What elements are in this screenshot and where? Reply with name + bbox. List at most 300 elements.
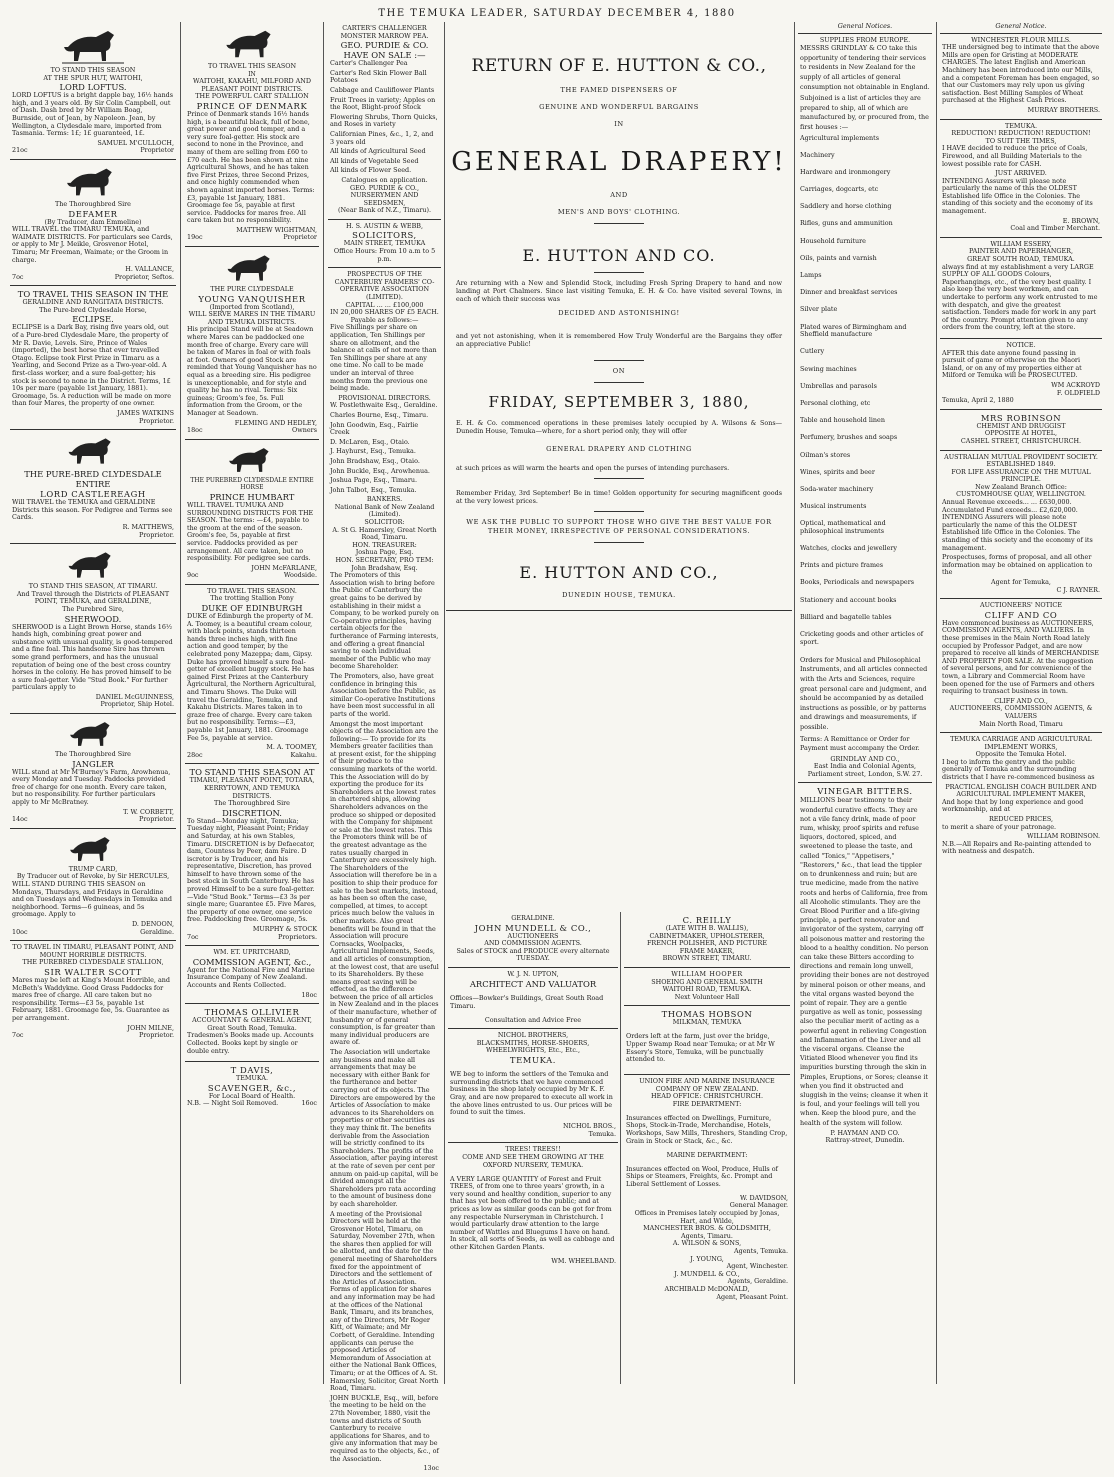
list-item: Machinery: [800, 150, 835, 159]
ad-name: CLIFF AND CO: [984, 609, 1058, 620]
column-5: [798, 22, 932, 1384]
ad-reduction: [940, 120, 1102, 238]
ad-code: 10oc: [12, 927, 28, 936]
ad-signature: T. W. CORBETT,: [123, 807, 174, 816]
ad-amp-society: [940, 451, 1102, 600]
ad-signature: M. A. TOOMEY,: [266, 743, 317, 752]
ad-body: N.B. — Night Soil Removed.: [187, 1099, 279, 1108]
ad-signature: W. DAVIDSON,: [739, 1193, 788, 1202]
ad-body: Sales of STOCK and PRODUCE every alternate TUESDAY.: [456, 946, 610, 963]
list-item: Lamps: [800, 271, 822, 280]
page-columns: [10, 22, 1104, 1473]
ad-body: Amongst the most important objects of the Association are the following:— To provide for its Members greater facilities than at present exist, for the shipping of their produce to the consuming markets of the world. This the Association will do by exporting the produce for its Shareholders at the lowest rates in chartered ships, allowing Shareholders advances on the produce so shipped or deposited with the Company for shipment or sale at the lowest rates. This the Promoters think will be of the greatest advantage as the rates usually charged in Canterbury are excessively high. The Shareholders of the Association will therefore be in a position to ship their produce for sale to the best markets, instead, as has been so often the case, compelled, at times, to accept prices much below the values in other markets. Also great benefits will be found in that the Association will procure Cornsacks, Woolpacks, Agricultural Implements, Seeds, and all articles of consumption, at the lowest cost, that are useful to its Shareholders. By these means great saving will be effected, as the difference between the price of all articles in New Zealand and in the places of their manufacture, whether of husbandry or of general consumption, is far greater than many individual producers are aware of.: [330, 719, 439, 1047]
ad-heading: The trotting Stallion Pony: [210, 594, 294, 603]
ad-body: Prince of Denmark stands 16½ hands high, is a beautiful black, full of bone, great power and good temper, and a very sure foal-getter. His stock are second to none in the Province, and many of them are selling from £60 to £70 each. He has been shown at nine Agricultural Shows, and he has taken five First Prizes, three Second Prizes, and once highly commended when shown against imported horses. Terms: £3, payable 1st January, 1881. Groomage fee 5s, payable at first service. Paddocks for mares free. All care taken but no responsibility.: [187, 109, 315, 225]
horse-illustration-icon: [58, 27, 128, 65]
ad-heading: The Pure-bred Clydesdale Horse,: [39, 305, 147, 314]
horse-illustration-icon: [65, 834, 121, 864]
ad-body: Have commenced business as AUCTIONEERS, COMMISSION AGENTS, AND VALUERS. In these premises in the Main North Road lately occupied by Professor Padget, and are now prepared to receive all kinds of MERCHANDISE AND PROPERTY FOR SALE. At the suggestion of several persons, and for convenience of the town, a Library and Commercial Room have been opened for the use of Farmers and others requiring to transact business in town.: [942, 618, 1099, 696]
ad-body: WILL STAND DURING THIS SEASON on Mondays, Thursdays, and Fridays in Geraldine and on Tuesdays and Wednesdays in Temuka and neighborhood. Terms—6 guineas, and 5s groomage. Apply to: [12, 880, 172, 919]
list-item: Stationery and account books: [800, 595, 897, 604]
hutton-general-drapery: GENERAL DRAPERY!: [451, 147, 787, 177]
ad-town: TEMUKA.: [509, 1054, 557, 1065]
ad-subheading: New Zealand Branch Office:: [975, 482, 1067, 491]
ad-name: T DAVIS,: [230, 1065, 274, 1076]
list-item: Californian Pines, &c., 1, 2, and 3 years old: [330, 129, 434, 146]
ad-role: Proprietor.: [139, 530, 174, 539]
column-rule: [620, 912, 621, 1384]
divider: [594, 223, 644, 224]
hutton-company-name: E. HUTTON AND CO.,: [519, 563, 719, 582]
ad-mundell: [448, 912, 618, 968]
ad-sherwood: [10, 544, 176, 714]
ad-duke-of-edinburgh: [185, 585, 319, 764]
hutton-paragraph: E. H. & Co. commenced operations in these premises lately occupied by A. Wilsons & Sons—Dunedin House, Temuka—where, for a short period only, they will offer: [456, 419, 782, 435]
ad-heading: The Thoroughbred Sire: [55, 750, 131, 759]
ad-name: NICHOL BROTHERS,: [497, 1031, 569, 1040]
ad-subheading: MARINE DEPARTMENT:: [666, 1150, 748, 1159]
ad-body: Subjoined is a list of articles they are prepared to ship, all of which are manufactured by, or procured from, the first houses :—: [800, 94, 929, 131]
ad-body: And hope that by long experience and good workmanship, and at: [942, 797, 1084, 814]
ad-grindlay: [798, 34, 932, 784]
ad-winchester-mills: [940, 34, 1102, 120]
horse-illustration-icon: [61, 165, 125, 199]
ad-heading: (Imported from Scotland),: [209, 302, 295, 311]
ad-heading: The Purebred Sire,: [62, 604, 124, 613]
list-item: Wines, spirits and beer: [800, 467, 875, 476]
directors-list: [330, 402, 439, 494]
ad-prince-of-denmark: [185, 22, 319, 247]
hutton-advertisement: [446, 22, 792, 1384]
ad-trees: [448, 1143, 618, 1269]
hutton-paragraph: Remember Friday, 3rd September! Be in time! Golden opportunity for securing magnificent goods at the very lowest prices.: [456, 489, 782, 505]
ad-heading: SUPPLIES FROM EUROPE.: [819, 35, 911, 44]
ad-heading: TREES! TREES!!: [505, 1145, 561, 1154]
ad-address: (Near Bank of N.Z., Timaru).: [337, 206, 432, 215]
ad-heading: THE POWERFUL CART STALLION: [195, 92, 309, 101]
ad-heading: NOTICE.: [1006, 340, 1036, 349]
ad-heading: REDUCTION! REDUCTION! REDUCTION!: [951, 129, 1091, 138]
grindlay-item-list: [800, 135, 930, 647]
ad-name: THOMAS HOBSON: [661, 1009, 753, 1020]
ad-code: 14oc: [12, 815, 28, 824]
ad-role: Owners: [292, 426, 317, 435]
column-rule: [794, 22, 795, 1384]
ad-body: His principal Stand will be at Seadown where Mares can be paddocked one month free of charge. Every care will be taken of Mares in foal or with foals at foot. Owners of good Stock are reminded that Young Vanquisher has no equal as a breeding sire. His pedigree is unexceptionable, and for style and quality he has no rival. Terms: Six guineas; Groom's fee, 5s. Full information from the Groom, or the Manager at Seadown.: [187, 325, 317, 417]
ad-purdie: [328, 22, 441, 220]
list-item: Books, Periodicals and newspapers: [800, 578, 915, 587]
ad-signature: JOHN MILNE,: [127, 1023, 174, 1032]
purdie-item-list: [330, 60, 439, 175]
list-item: Cutlery: [800, 347, 825, 356]
ad-address: Rattray-street, Dunedin.: [825, 1136, 905, 1145]
ad-heading: BLACKSMITHS, HORSE-SHOERS, WHEELWRIGHTS, Etc., Etc.,: [476, 1038, 590, 1055]
ad-austin-webb: [328, 220, 441, 268]
ad-name: C. REILLY: [682, 915, 732, 925]
ad-figure: Annual Revenue exceeds... ... £630,000.: [942, 498, 1072, 507]
ad-subheading: For Local Board of Health.: [208, 1091, 296, 1100]
list-item: Joshua Page, Esq., Timaru.: [330, 476, 418, 485]
ad-body: ECLIPSE is a Dark Bay, rising five years old, out of a Pure-bred Clydesdale Mare, the property of Mr R. Davie, Levels. Sire, Prince of Wales (imported), the best horse that ever travelled Otago. Eclipse took First Prize in Timaru as a Yearling, and Second Prize as a Two-year-old. A first-class worker, and a sure foal-getter; his stock is second to none in the District. Terms, 1£ 10s per mare (payable 1st January, 1881). Groomage, 5s. A reduction will be made on more than four Mares, the property of one owner.: [12, 323, 171, 408]
ad-heading: FRENCH POLISHER, AND PICTURE: [647, 939, 767, 948]
ad-heading: THE PUREBRED CLYDESDALE STALLION,: [22, 958, 164, 967]
ad-role: Proprietor.: [139, 815, 174, 824]
hutton-title: RETURN OF E. HUTTON & CO.,: [471, 56, 767, 76]
horse-name: TRUMP CARD,: [68, 864, 118, 873]
ad-subheading: JUST ARRIVED.: [995, 169, 1047, 178]
ad-heading: PROSPECTUS OF THE CANTERBURY FARMERS' CO-OPERATIVE ASSOCIATION (LIMITED).: [334, 270, 435, 302]
divider: [594, 511, 644, 512]
list-item: Umbrellas and parasols: [800, 381, 877, 390]
divider: [594, 542, 644, 543]
ad-agent: J. YOUNG,: [690, 1254, 724, 1263]
ad-signature: SAMUEL M'CULLOCH,: [97, 138, 174, 147]
ad-heading: GEO. PURDIE & CO. HAVE ON SALE :—: [340, 40, 429, 61]
hutton-paragraph: and yet not astonishing, when it is remembered How Truly Wonderful are the Bargains they offer an appreciative Public!: [456, 332, 782, 348]
ad-defamer: [10, 160, 176, 286]
ad-agent: Agent, Winchester.: [726, 1262, 788, 1271]
list-item: John Goodwin, Esq., Fairlie Creek: [330, 420, 419, 437]
ad-notice: [940, 339, 1102, 410]
ad-heading: TEMUKA CARRIAGE AND AGRICULTURAL IMPLEMENT WORKS,: [950, 735, 1092, 751]
ad-subheading: ESTABLISHED 1849.: [986, 460, 1056, 469]
ad-agent: Agents, Timaru.: [681, 1231, 733, 1240]
ad-sir-walter-scott: [10, 941, 176, 1044]
ad-address: WAITOHI ROAD, TEMUKA.: [662, 985, 752, 994]
list-item: Prints and picture frames: [800, 561, 884, 570]
list-item: Perfumery, brushes and soaps: [800, 433, 898, 442]
horse-illustration-icon: [63, 435, 123, 467]
ad-role: Proprietor: [140, 146, 174, 155]
ad-role: AUCTIONEERS, COMMISSION AGENTS, & VALUERS: [949, 704, 1093, 720]
ad-code: 19oc: [187, 233, 203, 242]
ad-body: Agent for the National Fire and Marine Insurance Company of New Zealand. Accounts and Rents Collected.: [187, 965, 315, 989]
ad-name: WM. ET. UPRITCHARD,: [213, 948, 291, 957]
ad-name: W. J. N. UPTON,: [507, 969, 559, 978]
ad-role: Temuka.: [588, 1129, 616, 1138]
ad-heading: TO TRAVEL THIS SEASON: [207, 62, 297, 70]
ad-role: Coal and Timber Merchant.: [1010, 224, 1100, 233]
ad-heading: PAINTER AND PAPERHANGER,: [968, 247, 1074, 256]
ad-body: National Bank of New Zealand (Limited).: [334, 502, 435, 519]
ad-heading: TO TRAVEL THIS SEASON.: [207, 586, 297, 595]
ad-name: WILLIAM HOOPER: [671, 969, 743, 978]
section-header: General Notice.: [940, 22, 1102, 34]
ad-farmers-association: [328, 268, 441, 1476]
ad-heading: THE PURE CLYDESDALE: [210, 285, 294, 294]
ad-heading: The Thoroughbred Sire: [214, 799, 290, 808]
ad-subheading: REDUCED PRICES,: [988, 815, 1054, 824]
ad-body: JOHN BUCKLE, Esq., will, before the meeting to be held on the 27th November, 1880, visit the towns and districts of South Canterbury to receive applications for Shares, and to give any information that may be required as to the objects, &c., of the Association.: [330, 1393, 439, 1463]
hutton-subcolumn-right: [624, 912, 790, 1305]
ad-body: INTENDING Assurers will please note particularly the name of this the OLDEST Established life Office in the Colonies. The standing of this society and the economy of its management.: [942, 513, 1093, 552]
horse-name: LORD LOFTUS.: [59, 82, 127, 93]
ad-body: A meeting of the Provisional Directors will be held at the Grosvenor Hotel, Timaru, on Saturday, November 27th, when the shares then applied for will be allotted, and the date for the general meeting of Shareholders fixed for the appointment of Directors and the settlement of the Articles of Association. Forms of application for shares and any information may be had at the offices of the National Bank, Timaru, and its branches, any of the Directors, Mr Roger Kitt, of Waimate; and Mr Corbett, of Geraldine. Intending applicants can peruse the proposed Articles of Memorandum of Association at either the National Bank Offices, Timaru; or at the Offices of A. St. Hamersley, Solicitor, Great North Road, Timaru.: [330, 1209, 439, 1393]
ad-heading: AUCTIONEERS' NOTICE: [980, 601, 1062, 610]
ad-davis: [185, 1062, 319, 1112]
ad-subheading: Next Volunteer Hall: [674, 992, 740, 1001]
ad-signature: P. HAYMAN AND CO.: [830, 1128, 900, 1137]
ad-robinson-chemist: [940, 410, 1102, 451]
ad-name: JOHN MUNDELL & CO.,: [474, 922, 592, 933]
ad-body: The Promoters of this Association wish to bring before the Public of Canterbury the great gains to be derived by establishing in their midst a Company, to be worked purely on Co-operative principles, having certain objects for the furtherance of Farming interests, and offering a great financial saving to each individual member of the Public who may become Shareholder.: [330, 571, 439, 671]
ad-subheading: FOR LIFE ASSURANCE ON THE MUTUAL PRINCIPLE.: [951, 467, 1091, 484]
list-item: Dinner and breakfast services: [800, 288, 898, 297]
ad-signature: GEO. PURDIE & CO.,: [350, 183, 419, 192]
ad-body: Consultation and Advice Free: [484, 1015, 582, 1024]
ad-signature: E. BROWN,: [1062, 216, 1100, 225]
list-item: Oils, paints and varnish: [800, 253, 877, 262]
ad-subheading: TO SUIT THE TIMES,: [985, 136, 1057, 145]
horse-illustration-icon: [65, 719, 121, 749]
ad-code: 9oc: [187, 571, 199, 580]
ad-address: CUSTOMHOUSE QUAY, WELLINGTON.: [956, 490, 1086, 499]
list-item: Sewing machines: [800, 364, 857, 373]
ad-agent: A. WILSON & SONS,: [672, 1239, 742, 1248]
column-rule: [936, 22, 937, 1384]
hutton-subtitle: ON: [612, 367, 626, 375]
ad-body: Will TRAVEL the TEMUKA and GERALDINE Districts this season. For Pedigree and Terms see Cards.: [12, 498, 173, 522]
ad-name: THOMAS OLLIVIER: [204, 1007, 300, 1018]
ad-heading: ACCOUNTANT & GENERAL AGENT,: [192, 1016, 312, 1025]
ad-role: Proprietor, Seftos.: [114, 272, 174, 281]
ad-union-insurance: [624, 1075, 790, 1305]
list-item: Hardware and ironmongery: [800, 167, 891, 176]
ad-heading: TO TRAVEL IN TIMARU, PLEASANT POINT, AND MOUNT HORRIBLE DISTRICTS.: [12, 943, 174, 959]
ad-vinegar-bitters: [798, 783, 932, 1149]
ad-subheading: FIRE DEPARTMENT:: [672, 1099, 742, 1108]
ad-role: Geraldine.: [140, 927, 174, 936]
ad-body: DUKE of Edinburgh the property of M. A. Toomey, is a beautiful cream colour, with black points, stands thirteen hands three inches high, with fine action and good temper, by the celebrated pony Mazeppa; dam, Gipsy. Duke has proved himself a sure foal-getter of excellent buggy stock. He has gained First Prizes at the Canterbury Agricultural, the Northern Agricultural, and Timaru Shows. The Duke will travel the Geraldine, Temuka, and Kakahu Districts. Mares taken in to graze free of charge. Every care taken but no responsibility. Terms:—£3, payable 1st January, 1881. Groomage Fee 5s, payable at service.: [187, 612, 317, 742]
ad-address: BROWN STREET, TIMARU.: [662, 954, 752, 963]
ad-heading: SOLICITORS,: [352, 230, 417, 241]
list-item: All kinds of Agricultural Seed: [330, 147, 426, 156]
ad-heading: FRAME MAKER,: [679, 946, 735, 955]
list-item: Saddlery and horse clothing: [800, 202, 892, 211]
hutton-subtitle: THE FAMED DISPENSERS OF: [560, 86, 678, 94]
ad-body: WILL stand at Mr M'Burney's Farm, Arowhenua, every Monday and Tuesday. Paddocks provided free of charge for one month. Every care taken, but no responsibility. For further particulars apply to Mr McBratney.: [12, 767, 171, 807]
ad-code: 13oc: [423, 1464, 439, 1473]
ad-essery: [940, 238, 1102, 339]
ad-heading: PRACTICAL ENGLISH COACH BUILDER AND AGRICULTURAL IMPLEMENT MAKER,: [945, 782, 1097, 799]
list-item: All kinds of Flower Seed.: [330, 166, 412, 175]
ad-body: Terms: A Remittance or Order for Payment must accompany the Order.: [800, 734, 920, 753]
ad-agent: Agent for Temuka,: [991, 578, 1051, 586]
ad-role: Proprietors.: [278, 932, 317, 941]
ad-signature: WM ACKROYD: [1051, 380, 1100, 389]
hutton-subtitle: GENERAL DRAPERY AND CLOTHING: [546, 445, 692, 453]
list-item: Rifles, guns and ammunition: [800, 219, 893, 228]
ad-heading: UNION FIRE AND MARINE INSURANCE COMPANY OF NEW ZEALAND.: [639, 1077, 775, 1093]
ad-heading: THE PUREBRED CLYDESDALE ENTIRE HORSE: [190, 476, 314, 492]
ad-role: Proprietor: [283, 233, 317, 242]
hutton-subtitle: GENUINE AND WONDERFUL BARGAINS: [539, 103, 699, 111]
ad-prince-humbart: [185, 440, 319, 585]
ad-subheading: PROVISIONAL DIRECTORS.: [338, 393, 431, 402]
divider: [594, 382, 644, 383]
ad-subheading: Payable as follows:—: [350, 315, 419, 324]
ad-signature: East India and Colonial Agents,: [813, 762, 917, 771]
ad-heading: THE PURE-BRED CLYDESDALE ENTIRE: [24, 469, 162, 490]
ad-heading: TO STAND THIS SEASON: [50, 66, 136, 74]
horse-name: PRINCE OF DENMARK: [196, 100, 308, 111]
ad-upton: [448, 968, 618, 1029]
ad-subheading: BANKERS.: [366, 495, 403, 504]
column-3: [328, 22, 441, 1473]
horse-name: LORD CASTLEREAGH: [40, 489, 146, 500]
column-6: [940, 22, 1102, 1384]
ad-young-vanquisher: [185, 247, 319, 440]
column-rule: [323, 22, 324, 1384]
ad-subheading: (LATE WITH B. WALLIS),: [665, 924, 749, 932]
list-item: W. Postlethwaite Esq., Geraldine.: [330, 401, 438, 410]
hutton-subtitle: DECIDED AND ASTONISHING!: [558, 309, 680, 317]
ad-heading: MILKMAN, TEMUKA: [672, 1018, 742, 1027]
ad-town: TEMUKA.: [235, 1074, 269, 1083]
list-item: John Buckle, Esq., Arowhenua.: [330, 466, 430, 475]
ad-body: SHERWOOD is a Light Brown Horse, stands 16½ hands high, combining great power and substance with unusual quality, is good-tempered and a fine foal. This handsome Sire has thrown some grand performers, and has the unusual reputation of being one of the best cross country horses in the colony. He has proved himself to be a sure foal-getter. Vide "Stud Book." For further particulars apply to: [12, 622, 173, 692]
ad-body: I beg to inform the gentry and the public generally of Temuka and the surrounding districts that I have re-commenced business as: [942, 757, 1095, 782]
ad-address: Opposite the Temuka Hotel.: [975, 750, 1067, 759]
ad-body: to merit a share of your patronage.: [942, 822, 1057, 831]
ad-pedigree: (By Traducer, dam Emmeline): [44, 217, 142, 226]
ad-body: Office Hours: From 10 a.m to 5 p.m.: [333, 247, 436, 263]
ad-heading: GERALDINE AND RANGITATA DISTRICTS.: [22, 298, 164, 307]
list-item: Billiard and bagatelle tables: [800, 612, 892, 621]
ad-address: Great South Road, Temuka.: [207, 1023, 297, 1032]
ad-heading: COME AND SEE THEM GROWING AT THE OXFORD NURSERY, TEMUKA.: [462, 1153, 604, 1169]
ad-address: CASHEL STREET, CHRISTCHURCH.: [960, 436, 1082, 445]
ad-body: WILL TRAVEL the TIMARU TEMUKA, and WAIMATE DISTRICTS. For particulars see Cards, or apply to Mr J. Meikle, Grosvenor Hotel, Timaru; Mr Freeman, Waimate; or the Groom in charge.: [12, 225, 173, 264]
ad-heading: ARCHITECT AND VALUATOR: [469, 978, 597, 989]
list-item: Table and household linen: [800, 416, 885, 425]
ad-subheading: HON. TREASURER:: [352, 540, 417, 549]
column-2: [185, 22, 319, 1384]
horse-name: DEFAMER: [68, 208, 118, 219]
divider: [594, 360, 644, 361]
ad-body: Prospectuses, forms of proposal, and all other information may be obtained on application to the: [942, 553, 1093, 577]
list-item: Watches, clocks and jewellery: [800, 544, 898, 553]
ad-role: Woodside.: [283, 571, 317, 580]
ad-body: Insurances effected on Dwellings, Furniture, Shops, Stock-in-Trade, Merchandise, Hotels, Workshops, Saw Mills, Threshers, Standing Crop, Grain in Stock or Stack, &c., &c.: [626, 1113, 788, 1145]
ad-heading: SHOEING AND GENERAL SMITH: [651, 977, 763, 986]
ad-role: General Manager.: [729, 1201, 788, 1210]
ad-body: INTENDING Assurers will please note particularly the name of this the OLDEST Established life Office in the Colonies. The standing of this society and the economy of its management.: [942, 176, 1093, 216]
ad-heading: And Travel through the Districts of PLEASANT POINT, TEMUKA, and GERALDINE,: [16, 589, 170, 606]
ad-body: To Stand—Monday night, Temuka; Tuesday night, Pleasant Point; Friday and Saturday, at his own Stables, Timaru. DISCRETION is by Defaecator, dam, Countess by Peer, dam Faire. D iscretor is by Traducer, and his representative, Discretion, has proved himself to have thrown some of the best stock in South Canterbury. He has proved Himself to be a sure foal-getter.—Vide "Stud Book." Terms—£3 3s per single mare; Guarantee £5. Five Mares, the property of one owner, one service free. Paddocking free. Groomage, 5s.: [187, 816, 317, 924]
ad-body: always find at my establishment a very LARGE SUPPLY OF ALL GOODS Colours, Paperhangings, etc., of the very best quality. I also keep the very best workmen, and can undertake to perform any work entrusted to me with despatch, and give the greatest satisfaction. Tenders made for work in any part of the country. Prompt attention given to any orders from the country, left at the store.: [942, 262, 1098, 332]
ad-name: MRS ROBINSON: [980, 412, 1062, 423]
ad-code: 7oc: [187, 932, 199, 941]
horse-name: SIR WALTER SCOTT: [44, 966, 142, 977]
ad-body: I HAVE decided to reduce the price of Coals, Firewood, and all Building Materials to the lowest possible rate for CASH.: [942, 144, 1088, 168]
ad-signature: H. VALLANCE,: [125, 265, 174, 274]
ad-body: Orders left at the farm, just over the bridge, Upper Swamp Road near Temuka; or at Mr W Essery's Store, Temuka, will be punctually attended to.: [626, 1032, 775, 1064]
horse-name: YOUNG VANQUISHER: [198, 293, 306, 304]
ad-signature: NICHOL BROS.,: [562, 1122, 616, 1131]
list-item: Carter's Challenger Pea: [330, 59, 408, 68]
ad-town: GERALDINE.: [511, 914, 555, 922]
list-item: Silver plate: [800, 305, 838, 314]
hutton-address: DUNEDIN HOUSE, TEMUKA.: [446, 591, 792, 611]
horse-name: JANGLER: [72, 758, 114, 769]
ad-capital: CAPITAL ... ... £100,000: [345, 300, 424, 309]
hutton-subtitle: MEN'S AND BOYS' CLOTHING.: [557, 208, 681, 216]
ad-signature: MATTHEW WIGHTMAN,: [236, 225, 317, 234]
ad-body: Joshua Page, Esq.: [355, 548, 414, 557]
list-item: Carriages, dogcarts, etc: [800, 185, 879, 194]
column-rule: [444, 22, 445, 1384]
ad-body: WE beg to inform the settlers of the Temuka and surrounding districts that we have commenced business in the shop lately occupied by Mr K. F. Gray, and are now prepared to execute all work in the above lines entrusted to us. Our prices will be found to suit the times.: [450, 1070, 613, 1117]
ad-body: The Association will undertake any business and make all arrangements that may be necessary with either Bank for the furtherance and better carrying out of its objects. The Directors are empowered by the Articles of Association to make advances to its Shareholders on properties or other securities as they may think fit. The benefits derivable from the Association will be strictly confined to its Shareholders. The profits of the Association, after paying interest at the rate of seven per cent per annum on paid-up capital, will be divided amongst all the Shareholders pro rata according to the amount of business done by each shareholder.: [330, 1048, 439, 1208]
ad-body: MESSRS GRINDLAY & CO take this opportunity of tendering their services to residents in New Zealand for the supply of all articles of general consumption not obtainable in England.: [800, 44, 930, 91]
ad-heading: TO STAND THIS SEASON AT: [189, 767, 315, 778]
ad-jangler: [10, 714, 176, 829]
ad-signature: FLEMING AND HEDLEY,: [234, 418, 317, 427]
list-item: John Bradshaw, Esq., Otaio.: [330, 456, 420, 465]
ad-signature: JAMES WATKINS: [117, 409, 174, 417]
horse-illustration-icon: [63, 549, 123, 581]
horse-illustration-icon: [221, 27, 283, 61]
ad-body: Tradesmen's Books made up. Accounts Collected. Books kept by single or double entry.: [187, 1031, 314, 1055]
ad-pedigree: By Traducer out of Revoke, by Sir HERCULES,: [16, 872, 170, 881]
ad-role: Kakahu.: [290, 750, 317, 759]
ad-body: A VERY LARGE QUANTITY of Forest and Fruit TREES, of from one to three years' growth, in a very sound and healthy condition, superior to any that has yet been offered to the public; and at prices as low as similar goods can be got for from any respectable Nurseryman in Christchurch. I would particularly draw attention to the large number of Wattles and Bluegums I have on hand. In stock, all sorts of Seeds, as well as cabbage and other Kitchen Garden Plants.: [450, 1174, 615, 1251]
ad-heading: AND COMMISSION AGENTS.: [484, 939, 582, 948]
ad-body: The Promoters, also, have great confidence in bringing this Association before the Public, as similar Co-operative Institutions have been most successful in all parts of the world.: [330, 671, 436, 718]
ad-signature: MURRAY BROTHERS.: [1027, 105, 1100, 114]
ad-signature: JOHN McFARLANE,: [251, 563, 317, 572]
ad-address: Main North Road, Timaru: [979, 719, 1063, 728]
list-item: Flowering Shrubs, Thorn Quicks, and Roses in variety: [330, 112, 438, 129]
ad-role: Proprietor.: [139, 416, 174, 425]
hutton-subtitle: AND: [610, 191, 628, 199]
hutton-subtitle: IN: [614, 120, 624, 128]
ad-signature: DANIEL McGUINNESS,: [95, 692, 174, 701]
ad-body: MILLIONS bear testimony to their wonderful curative effects. They are not a vile fancy drink, made of poor rum, whisky, proof spirits and refuse liquors, doctored, spiced, and sweetened to please the taste, and called "Tonics," "Appetisers," "Restorers," &c., that lead the tippler on to drunkenness and ruin; but are true medicine, made from the native roots and herbs of California, free from all Alcoholic stimulants. They are the Great Blood Purifier and a life-giving principle, a perfect renovator and invigorator of the system, carrying off all poisonous matter and restoring the blood to a healthy condition. No person can take these Bitters according to directions and remain long unwell, providing their bones are not destroyed by mineral poison or other means, and the vital organs wasted beyond the point of repair. They are a gentle purgative as well as tonic, possessing also the peculiar merit of acting as a powerful agent in relieving Congestion and Inflammation of the Liver and all the visceral organs. Cleanse the Vitiated Blood whenever you find its impurities bursting through the skin in Pimples, Eruptions, or Sores; cleanse it when you find it obstructed and sluggish in the veins; cleanse it when it is foul, and your feelings will tell you when. Keep the blood pure, and the health of the system will follow.: [800, 796, 930, 1127]
list-item: Optical, mathematical and philosophical instruments: [800, 519, 886, 535]
ad-heading: VINEGAR BITTERS.: [817, 786, 913, 797]
ad-agent: MANCHESTER BROS. & GOLDSMITH,: [643, 1224, 771, 1233]
ad-upritchard: [185, 946, 319, 1004]
list-item: J. Hayhurst, Esq., Temuka.: [330, 447, 416, 456]
divider: [594, 272, 644, 273]
ad-hobson: [624, 1006, 790, 1075]
ad-body: Insurances effected on Wool, Produce, Hulls of Ships or Steamers, Freights, &c. Prompt and Liberal Settlement of Losses.: [626, 1164, 778, 1188]
list-item: Personal clothing, etc: [800, 398, 871, 407]
masthead: THE TEMUKA LEADER, SATURDAY DECEMBER 4, 1880: [378, 8, 736, 19]
ad-heading: CHEMIST AND DRUGGIST: [976, 421, 1066, 430]
ad-eclipse: [10, 286, 176, 430]
ad-body: AFTER this date anyone found passing in pursuit of game or otherwise on the Maori Island, or on any of my properties either at Milford or Temuka will be PROSECUTED.: [942, 348, 1082, 380]
ad-code: 16oc: [301, 1099, 317, 1108]
ad-hooper: [624, 968, 790, 1006]
ad-body: N.B.—All Repairs and Re-painting attended to with neatness and despatch.: [942, 839, 1091, 856]
ad-heading: CABINETMAKER, UPHOLSTERER,: [649, 931, 765, 940]
list-item: Charles Bourne, Esq., Timaru.: [330, 410, 429, 419]
ad-role: Proprietor, Ship Hotel.: [100, 700, 174, 709]
hutton-subtitle: WE ASK THE PUBLIC TO SUPPORT THOSE WHO GIVE THE BEST VALUE FOR THEIR MONEY, IRRESPECTIVE OF PERSONAL CONSIDERATIONS.: [466, 518, 772, 535]
ad-agent: Agents, Temuka.: [734, 1246, 788, 1255]
ad-lord-loftus: [10, 22, 176, 160]
ad-trump-card: [10, 829, 176, 941]
ad-date: Temuka, April 2, 1880: [942, 396, 1014, 405]
ad-body: Five Shillings per share on application, Ten Shillings per share on allotment, and the balance at calls of not more than Ten Shillings per share at any one time. No call to be made under an interval of three months from the previous one being made.: [330, 323, 437, 393]
divider: [594, 478, 644, 479]
ad-signature: WILLIAM ROBINSON.: [1027, 832, 1100, 841]
horse-illustration-icon: [222, 252, 282, 284]
ad-body: LORD LOFTUS is a bright dapple bay, 16½ hands high, and 3 years old. By Sir Colin Campbell, out of Dash. Dash bred by Mr William Boag, Burnside, out of Jean, by Napoleon. Jean, by Wellington, a Clydesdale mare, imported from Tasmania. Terms: 1£; 1£ guaranteed, 1£.: [12, 91, 174, 138]
